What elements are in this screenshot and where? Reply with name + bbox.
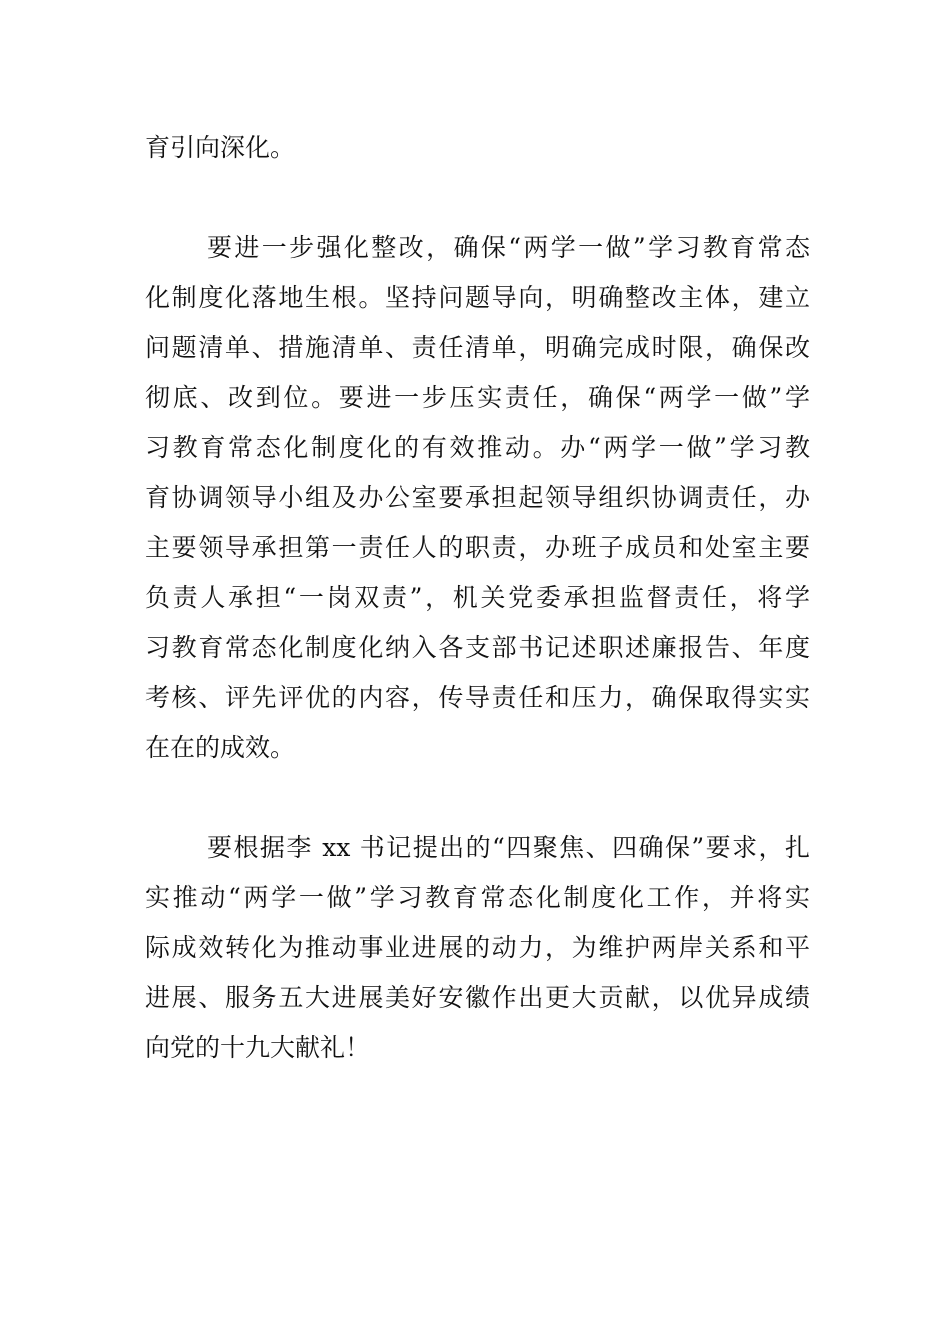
paragraph-2-line-8: 负责人承担“一岗双责”，机关党委承担监督责任，将学: [145, 583, 810, 612]
paragraph-2-line-10: 考核、评先评优的内容，传导责任和压力，确保取得实实: [145, 683, 810, 712]
paragraph-2-line-4: 彻底、改到位。要进一步压实责任，确保“两学一做”学: [145, 383, 810, 412]
paragraph-3-line-1: 要根据李 xx 书记提出的“四聚焦、四确保”要求，扎: [207, 833, 810, 862]
paragraph-2-line-7: 主要领导承担第一责任人的职责，办班子成员和处室主要: [145, 533, 810, 562]
paragraph-2-line-2: 化制度化落地生根。坚持问题导向，明确整改主体，建立: [145, 283, 810, 312]
paragraph-2-line-6: 育协调领导小组及办公室要承担起领导组织协调责任，办: [145, 483, 810, 512]
paragraph-2-line-9: 习教育常态化制度化纳入各支部书记述职述廉报告、年度: [145, 633, 810, 662]
paragraph-3-line-2: 实推动“两学一做”学习教育常态化制度化工作，并将实: [145, 883, 810, 912]
paragraph-2-line-5: 习教育常态化制度化的有效推动。办“两学一做”学习教: [145, 433, 810, 462]
paragraph-2-line-11: 在在的成效。: [145, 733, 296, 762]
paragraph-2-line-3: 问题清单、措施清单、责任清单，明确完成时限，确保改: [145, 333, 810, 362]
paragraph-3-line-4: 进展、服务五大进展美好安徽作出更大贡献，以优异成绩: [145, 983, 810, 1012]
paragraph-2-line-1: 要进一步强化整改，确保“两学一做”学习教育常态: [207, 233, 810, 262]
paragraph-1-line-1: 育引向深化。: [145, 133, 296, 162]
paragraph-3-line-5: 向党的十九大献礼！: [145, 1033, 371, 1062]
paragraph-3-line-3: 际成效转化为推动事业进展的动力，为维护两岸关系和平: [145, 933, 810, 962]
